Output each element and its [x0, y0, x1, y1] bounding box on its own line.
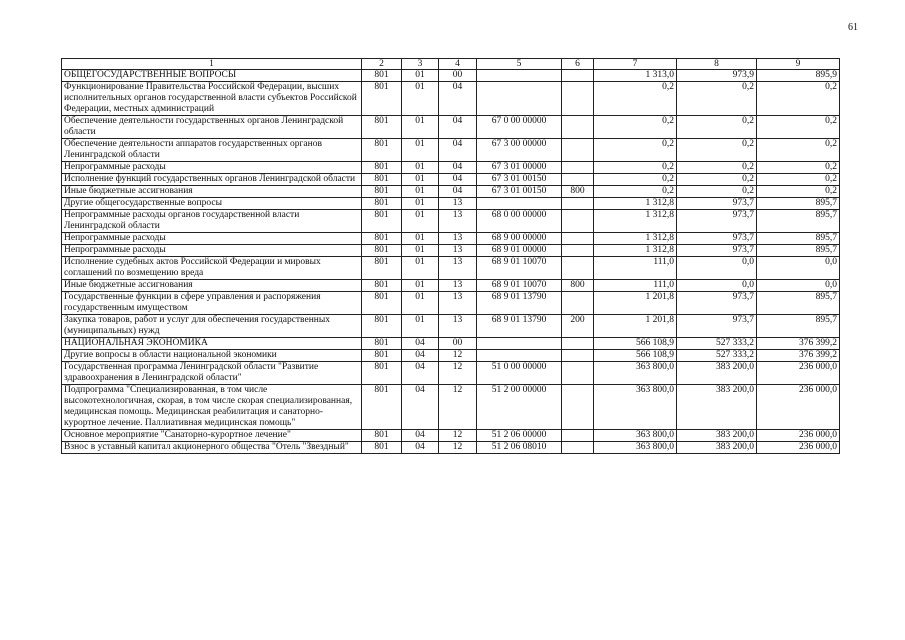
- table-row: [62, 82, 840, 116]
- table-row: [62, 116, 840, 139]
- expense-type-cell: 800: [562, 280, 594, 292]
- subdivision-code-cell: 12: [439, 350, 477, 362]
- target-article-cell: 51 2 06 00000: [477, 430, 562, 442]
- section-code-cell: 801: [362, 82, 402, 116]
- subdivision-code-cell: 13: [439, 210, 477, 233]
- table-row: [62, 245, 840, 257]
- table-row: [62, 174, 840, 186]
- row-name-cell: Иные бюджетные ассигнования: [62, 280, 362, 292]
- section-code-cell: 801: [362, 233, 402, 245]
- target-article-cell: 67 3 01 00150: [477, 174, 562, 186]
- expense-type-cell: [562, 233, 594, 245]
- amount-col8-cell: 527 333,2: [677, 350, 757, 362]
- row-name-cell: Обеспечение деятельности аппаратов государственных органов Ленинградской области: [62, 139, 362, 162]
- column-header: 8: [677, 59, 757, 70]
- amount-col7-cell: 0,2: [594, 139, 677, 162]
- amount-col7-cell: 363 800,0: [594, 442, 677, 454]
- row-name-cell: Другие общегосударственные вопросы: [62, 198, 362, 210]
- division-code-cell: 01: [402, 162, 439, 174]
- amount-col9-cell: 236 000,0: [757, 430, 840, 442]
- target-article-cell: 67 3 00 00000: [477, 139, 562, 162]
- table-row: [62, 315, 840, 338]
- target-article-cell: 67 3 01 00150: [477, 186, 562, 198]
- section-code-cell: 801: [362, 315, 402, 338]
- amount-col7-cell: 1 201,8: [594, 292, 677, 315]
- subdivision-code-cell: 04: [439, 174, 477, 186]
- table-row: [62, 442, 840, 454]
- row-name-cell: Непрограммные расходы органов государственной власти Ленинградской области: [62, 210, 362, 233]
- row-name-cell: Основное мероприятие "Санаторно-курортное лечение": [62, 430, 362, 442]
- column-header: 1: [62, 59, 362, 70]
- subdivision-code-cell: 04: [439, 186, 477, 198]
- amount-col7-cell: 1 313,0: [594, 70, 677, 82]
- division-code-cell: 01: [402, 257, 439, 280]
- amount-col9-cell: 0,2: [757, 116, 840, 139]
- division-code-cell: 01: [402, 245, 439, 257]
- section-code-cell: 801: [362, 338, 402, 350]
- subdivision-code-cell: 00: [439, 70, 477, 82]
- amount-col7-cell: 111,0: [594, 280, 677, 292]
- section-code-cell: 801: [362, 174, 402, 186]
- expense-type-cell: [562, 162, 594, 174]
- section-code-cell: 801: [362, 350, 402, 362]
- division-code-cell: 01: [402, 70, 439, 82]
- amount-col7-cell: 0,2: [594, 116, 677, 139]
- amount-col8-cell: 383 200,0: [677, 430, 757, 442]
- amount-col8-cell: 0,2: [677, 116, 757, 139]
- division-code-cell: 01: [402, 233, 439, 245]
- division-code-cell: 01: [402, 174, 439, 186]
- section-code-cell: 801: [362, 245, 402, 257]
- amount-col8-cell: 383 200,0: [677, 362, 757, 385]
- table-row: [62, 139, 840, 162]
- amount-col9-cell: 376 399,2: [757, 350, 840, 362]
- section-code-cell: 801: [362, 257, 402, 280]
- target-article-cell: 68 9 01 13790: [477, 292, 562, 315]
- table-row: [62, 385, 840, 430]
- row-name-cell: Подпрограмма "Специализированная, в том числе высокотехнологичная, скорая, в том числе скорая специализированная, медицинская помощь. Медицинская реабилитация и санаторно-курортное лечение. Паллиативная медицинская помощь": [62, 385, 362, 430]
- subdivision-code-cell: 12: [439, 442, 477, 454]
- section-code-cell: 801: [362, 162, 402, 174]
- division-code-cell: 04: [402, 442, 439, 454]
- division-code-cell: 01: [402, 116, 439, 139]
- row-name-cell: НАЦИОНАЛЬНАЯ ЭКОНОМИКА: [62, 338, 362, 350]
- row-name-cell: Исполнение функций государственных органов Ленинградской области: [62, 174, 362, 186]
- subdivision-code-cell: 13: [439, 315, 477, 338]
- amount-col9-cell: 0,2: [757, 139, 840, 162]
- amount-col7-cell: 0,2: [594, 186, 677, 198]
- expense-type-cell: [562, 442, 594, 454]
- subdivision-code-cell: 13: [439, 245, 477, 257]
- subdivision-code-cell: 13: [439, 233, 477, 245]
- subdivision-code-cell: 12: [439, 430, 477, 442]
- division-code-cell: 01: [402, 82, 439, 116]
- amount-col8-cell: 973,9: [677, 70, 757, 82]
- column-header: 6: [562, 59, 594, 70]
- amount-col9-cell: 895,7: [757, 233, 840, 245]
- amount-col8-cell: 0,2: [677, 139, 757, 162]
- expense-type-cell: [562, 385, 594, 430]
- division-code-cell: 01: [402, 280, 439, 292]
- row-name-cell: Другие вопросы в области национальной экономики: [62, 350, 362, 362]
- section-code-cell: 801: [362, 139, 402, 162]
- amount-col9-cell: 0,2: [757, 174, 840, 186]
- column-header: 2: [362, 59, 402, 70]
- section-code-cell: 801: [362, 385, 402, 430]
- table-row: [62, 338, 840, 350]
- row-name-cell: Взнос в уставный капитал акционерного общества "Отель "Звездный": [62, 442, 362, 454]
- division-code-cell: 04: [402, 362, 439, 385]
- amount-col9-cell: 895,7: [757, 198, 840, 210]
- amount-col7-cell: 1 312,8: [594, 245, 677, 257]
- division-code-cell: 04: [402, 338, 439, 350]
- column-header: 3: [402, 59, 439, 70]
- expense-type-cell: [562, 430, 594, 442]
- amount-col9-cell: 236 000,0: [757, 385, 840, 430]
- amount-col7-cell: 1 312,8: [594, 210, 677, 233]
- row-name-cell: Обеспечение деятельности государственных органов Ленинградской области: [62, 116, 362, 139]
- column-header: 9: [757, 59, 840, 70]
- target-article-cell: [477, 338, 562, 350]
- division-code-cell: 01: [402, 198, 439, 210]
- target-article-cell: 68 0 00 00000: [477, 210, 562, 233]
- row-name-cell: Государственная программа Ленинградской области "Развитие здравоохранения в Ленинградской области": [62, 362, 362, 385]
- table-row: [62, 233, 840, 245]
- section-code-cell: 801: [362, 186, 402, 198]
- amount-col8-cell: 0,0: [677, 257, 757, 280]
- division-code-cell: 04: [402, 350, 439, 362]
- amount-col9-cell: 895,7: [757, 245, 840, 257]
- amount-col8-cell: 0,2: [677, 186, 757, 198]
- expense-type-cell: [562, 82, 594, 116]
- expense-type-cell: [562, 116, 594, 139]
- target-article-cell: 68 9 01 13790: [477, 315, 562, 338]
- target-article-cell: 68 9 00 00000: [477, 233, 562, 245]
- column-header: 5: [477, 59, 562, 70]
- amount-col7-cell: 0,2: [594, 174, 677, 186]
- row-name-cell: Государственные функции в сфере управления и распоряжения государственным имуществом: [62, 292, 362, 315]
- target-article-cell: 68 9 01 10070: [477, 280, 562, 292]
- target-article-cell: 67 3 01 00000: [477, 162, 562, 174]
- amount-col8-cell: 973,7: [677, 315, 757, 338]
- table-body: [62, 70, 840, 454]
- amount-col7-cell: 0,2: [594, 162, 677, 174]
- amount-col9-cell: 895,7: [757, 210, 840, 233]
- expense-type-cell: [562, 338, 594, 350]
- amount-col8-cell: 973,7: [677, 198, 757, 210]
- section-code-cell: 801: [362, 362, 402, 385]
- subdivision-code-cell: 13: [439, 257, 477, 280]
- section-code-cell: 801: [362, 198, 402, 210]
- amount-col8-cell: 973,7: [677, 292, 757, 315]
- amount-col9-cell: 0,2: [757, 82, 840, 116]
- amount-col7-cell: 1 201,8: [594, 315, 677, 338]
- amount-col8-cell: 527 333,2: [677, 338, 757, 350]
- expense-type-cell: [562, 139, 594, 162]
- subdivision-code-cell: 00: [439, 338, 477, 350]
- target-article-cell: 51 2 06 08010: [477, 442, 562, 454]
- amount-col8-cell: 973,7: [677, 210, 757, 233]
- subdivision-code-cell: 04: [439, 82, 477, 116]
- row-name-cell: Иные бюджетные ассигнования: [62, 186, 362, 198]
- target-article-cell: 68 9 01 00000: [477, 245, 562, 257]
- expense-type-cell: [562, 70, 594, 82]
- amount-col8-cell: 973,7: [677, 245, 757, 257]
- table-row: [62, 430, 840, 442]
- amount-col7-cell: 363 800,0: [594, 430, 677, 442]
- expense-type-cell: [562, 198, 594, 210]
- division-code-cell: 01: [402, 186, 439, 198]
- section-code-cell: 801: [362, 116, 402, 139]
- section-code-cell: 801: [362, 430, 402, 442]
- amount-col8-cell: 0,2: [677, 174, 757, 186]
- target-article-cell: [477, 350, 562, 362]
- table-row: [62, 280, 840, 292]
- amount-col9-cell: 236 000,0: [757, 362, 840, 385]
- table-row: [62, 350, 840, 362]
- table-row: [62, 198, 840, 210]
- amount-col7-cell: 566 108,9: [594, 338, 677, 350]
- amount-col8-cell: 0,0: [677, 280, 757, 292]
- table-row: [62, 292, 840, 315]
- target-article-cell: 68 9 01 10070: [477, 257, 562, 280]
- page-number: 61: [848, 22, 858, 33]
- target-article-cell: 51 0 00 00000: [477, 362, 562, 385]
- amount-col9-cell: 0,0: [757, 280, 840, 292]
- division-code-cell: 04: [402, 385, 439, 430]
- row-name-cell: Непрограммные расходы: [62, 233, 362, 245]
- section-code-cell: 801: [362, 292, 402, 315]
- amount-col9-cell: 236 000,0: [757, 442, 840, 454]
- division-code-cell: 01: [402, 292, 439, 315]
- amount-col7-cell: 566 108,9: [594, 350, 677, 362]
- amount-col9-cell: 895,9: [757, 70, 840, 82]
- row-name-cell: Непрограммные расходы: [62, 245, 362, 257]
- expense-type-cell: 800: [562, 186, 594, 198]
- amount-col8-cell: 383 200,0: [677, 385, 757, 430]
- subdivision-code-cell: 13: [439, 198, 477, 210]
- amount-col7-cell: 363 800,0: [594, 385, 677, 430]
- target-article-cell: 67 0 00 00000: [477, 116, 562, 139]
- section-code-cell: 801: [362, 442, 402, 454]
- target-article-cell: [477, 198, 562, 210]
- row-name-cell: Исполнение судебных актов Российской Федерации и мировых соглашений по возмещению вреда: [62, 257, 362, 280]
- amount-col7-cell: 363 800,0: [594, 362, 677, 385]
- amount-col7-cell: 0,2: [594, 82, 677, 116]
- row-name-cell: Непрограммные расходы: [62, 162, 362, 174]
- expense-type-cell: [562, 292, 594, 315]
- table-header-row: [62, 59, 840, 70]
- subdivision-code-cell: 04: [439, 139, 477, 162]
- expense-type-cell: [562, 350, 594, 362]
- column-header: 4: [439, 59, 477, 70]
- division-code-cell: 04: [402, 430, 439, 442]
- table-row: [62, 162, 840, 174]
- amount-col9-cell: 0,0: [757, 257, 840, 280]
- row-name-cell: Функционирование Правительства Российской Федерации, высших исполнительных органов государственной власти субъектов Российской Федерации, местных администраций: [62, 82, 362, 116]
- amount-col9-cell: 895,7: [757, 292, 840, 315]
- row-name-cell: Закупка товаров, работ и услуг для обеспечения государственных (муниципальных) нужд: [62, 315, 362, 338]
- table-row: [62, 362, 840, 385]
- target-article-cell: [477, 82, 562, 116]
- amount-col9-cell: 376 399,2: [757, 338, 840, 350]
- column-header: 7: [594, 59, 677, 70]
- amount-col8-cell: 383 200,0: [677, 442, 757, 454]
- target-article-cell: [477, 70, 562, 82]
- amount-col7-cell: 111,0: [594, 257, 677, 280]
- table-row: [62, 186, 840, 198]
- amount-col9-cell: 0,2: [757, 162, 840, 174]
- subdivision-code-cell: 13: [439, 280, 477, 292]
- target-article-cell: 51 2 00 00000: [477, 385, 562, 430]
- amount-col7-cell: 1 312,8: [594, 233, 677, 245]
- section-code-cell: 801: [362, 210, 402, 233]
- amount-col8-cell: 0,2: [677, 82, 757, 116]
- section-code-cell: 801: [362, 280, 402, 292]
- amount-col7-cell: 1 312,8: [594, 198, 677, 210]
- subdivision-code-cell: 04: [439, 116, 477, 139]
- table-row: [62, 210, 840, 233]
- table-row: [62, 257, 840, 280]
- amount-col8-cell: 0,2: [677, 162, 757, 174]
- expense-type-cell: 200: [562, 315, 594, 338]
- budget-table: [61, 58, 840, 454]
- subdivision-code-cell: 13: [439, 292, 477, 315]
- division-code-cell: 01: [402, 210, 439, 233]
- section-code-cell: 801: [362, 70, 402, 82]
- subdivision-code-cell: 04: [439, 162, 477, 174]
- amount-col8-cell: 973,7: [677, 233, 757, 245]
- division-code-cell: 01: [402, 315, 439, 338]
- amount-col9-cell: 0,2: [757, 186, 840, 198]
- subdivision-code-cell: 12: [439, 385, 477, 430]
- row-name-cell: ОБЩЕГОСУДАРСТВЕННЫЕ ВОПРОСЫ: [62, 70, 362, 82]
- expense-type-cell: [562, 245, 594, 257]
- expense-type-cell: [562, 210, 594, 233]
- expense-type-cell: [562, 174, 594, 186]
- table-row: [62, 70, 840, 82]
- amount-col9-cell: 895,7: [757, 315, 840, 338]
- division-code-cell: 01: [402, 139, 439, 162]
- expense-type-cell: [562, 362, 594, 385]
- subdivision-code-cell: 12: [439, 362, 477, 385]
- expense-type-cell: [562, 257, 594, 280]
